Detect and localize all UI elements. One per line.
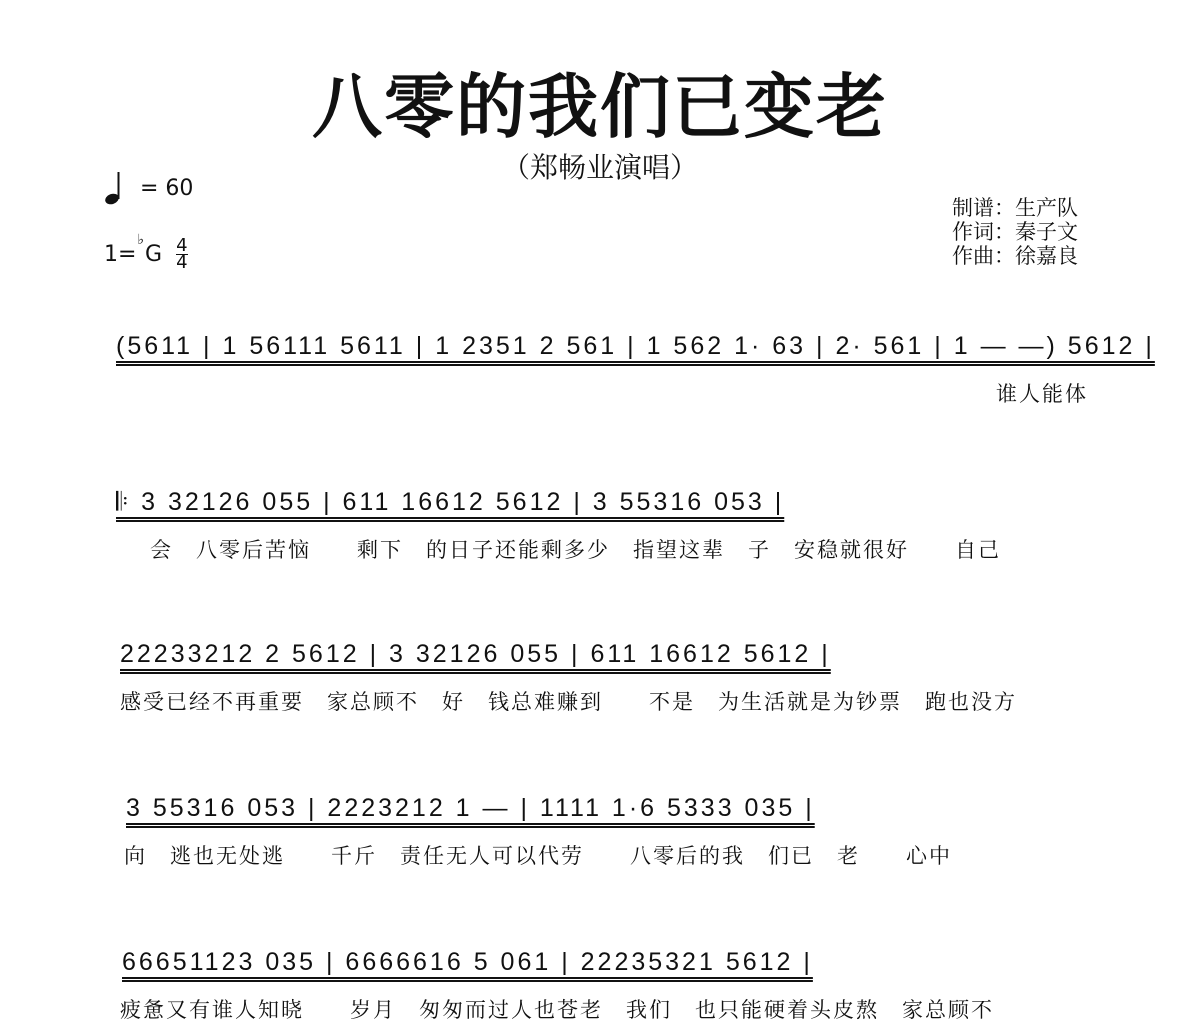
credits [952,196,1078,268]
notation-row: 3 55316 053 | 2223212 1 — | 1111 1·6 5333 035 | [126,794,815,822]
score-line-4 [0,788,1200,878]
quarter-note-icon [104,170,126,206]
lyrics-row: 感受已经不再重要 家总顾不 好 钱总难赚到 不是 为生活就是为钞票 跑也没方 [120,690,1017,714]
notation-row: 66651123 035 | 6666616 5 061 | 22235321 5612 | [122,948,813,976]
score-line-5 [0,942,1200,1022]
time-signature-top: 4 [176,234,188,256]
lyrics-row: 向 逃也无处逃 千斤 责任无人可以代劳 八零后的我 们已 老 心中 [124,844,952,868]
notation-row: (5611 | 1 56111 5611 | 1 2351 2 561 | 1 562 1· 63 | 2· 561 | 1 — —) 5612 | [116,332,1155,360]
song-subtitle: （郑畅业演唱） [501,151,698,184]
key-signature [104,234,188,274]
tempo-value: = 60 [140,175,194,201]
song-title: 八零的我们已变老 [312,66,888,148]
score-line-3 [0,634,1200,724]
notation-row: 22233212 2 5612 | 3 32126 055 | 611 16612 5612 | [120,640,831,668]
notation-row: 𝄆 3 32126 055 | 611 16612 5612 | 3 55316 053 | [116,488,785,516]
lyrics-row: 疲惫又有谁人知晓 岁月 匆匆而过人也苍老 我们 也只能硬着头皮熬 家总顾不 [120,998,994,1022]
score-line-1 [0,326,1200,416]
time-signature [176,234,188,273]
flat-icon: ♭ [137,232,145,248]
tempo-marking [104,170,193,206]
lyrics-row: 谁人能体 [996,382,1088,406]
score-line-2 [0,482,1200,572]
key-prefix: 1= [104,241,137,267]
key-note: G [145,241,163,267]
credit-lyricist: 作词：秦子文 [952,220,1078,244]
credit-composer: 作曲：徐嘉良 [952,244,1078,268]
time-signature-bottom: 4 [176,251,188,273]
lyrics-row: 会 八零后苦恼 剩下 的日子还能剩多少 指望这辈 子 安稳就很好 自己 [150,538,1001,562]
credit-arranger: 制谱：生产队 [952,196,1078,220]
